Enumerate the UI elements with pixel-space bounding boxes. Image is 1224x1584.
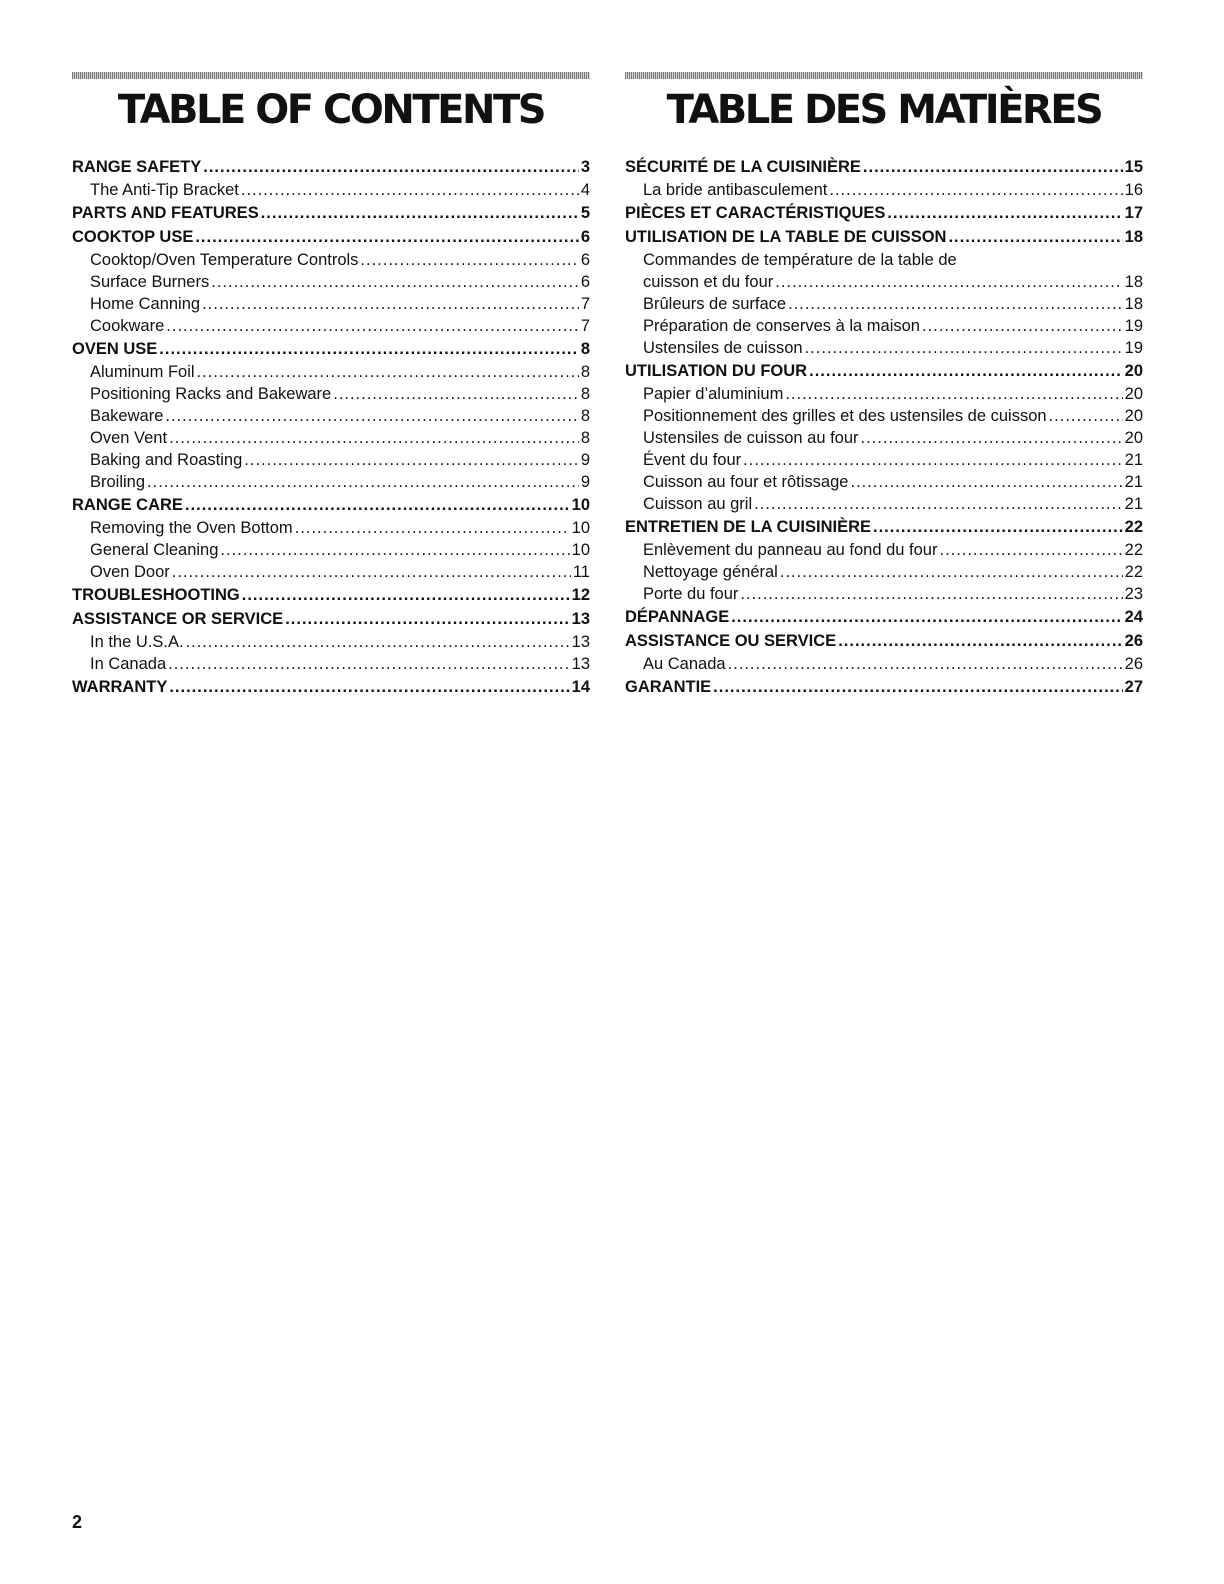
toc-entry-page-number: 6 [580,251,590,269]
toc-entry-page-number: 14 [571,678,590,696]
dot-leader [203,155,579,179]
toc-subsection-entry[interactable] [72,561,590,583]
dot-leader [241,179,579,201]
toc-subsection-entry[interactable] [72,653,590,675]
toc-entry-label: PIÈCES ET CARACTÉRISTIQUES [625,204,886,222]
toc-entry-page-number: 4 [580,181,590,199]
toc-entry-label: TROUBLESHOOTING [72,586,240,604]
dot-leader [169,675,569,699]
toc-subsection-entry[interactable] [72,179,590,201]
dot-leader [1049,405,1123,427]
toc-entry-page-number: 18 [1124,273,1143,291]
toc-entry-page-number: 8 [580,363,590,381]
toc-entry-label: ASSISTANCE OR SERVICE [72,610,284,628]
toc-section-entry[interactable] [72,225,590,249]
toc-entry-page-number: 8 [580,429,590,447]
english-toc-column [72,72,590,699]
dot-leader [743,449,1122,471]
toc-entry-page-number: 9 [580,473,590,491]
toc-entry-label: In the U.S.A. [90,633,184,651]
toc-entry-label: Bakeware [90,407,164,425]
toc-subsection-entry[interactable] [72,315,590,337]
dot-leader [780,561,1123,583]
toc-entry-page-number: 20 [1124,362,1143,380]
dot-leader [211,271,579,293]
toc-entry-label: WARRANTY [72,678,168,696]
dot-leader [185,493,570,517]
dot-leader [242,583,570,607]
toc-section-entry[interactable] [625,675,1143,699]
toc-entry-page-number: 22 [1124,541,1143,559]
dot-leader [754,493,1123,515]
toc-entry-label: Enlèvement du panneau au fond du four [643,541,938,559]
dot-leader [805,337,1123,359]
dot-leader [186,631,570,653]
toc-entry-label: Porte du four [643,585,739,603]
toc-entry-label: Au Canada [643,655,726,673]
french-toc-list [625,155,1143,699]
toc-subsection-entry[interactable] [625,493,1143,515]
toc-entry-label: Ustensiles de cuisson au four [643,429,859,447]
toc-entry-page-number: 20 [1124,385,1143,403]
dot-leader [172,561,571,583]
toc-section-entry[interactable] [625,515,1143,539]
toc-entry-page-number: 27 [1124,678,1143,696]
dot-leader [333,383,579,405]
toc-entry-label: Oven Door [90,563,170,581]
toc-entry-page-number: 24 [1124,608,1143,626]
dot-leader [887,201,1122,225]
toc-entry-page-number: 22 [1124,563,1143,581]
toc-entry-page-number: 20 [1124,429,1143,447]
toc-entry-label: Removing the Oven Bottom [90,519,293,537]
toc-entry-label: Cookware [90,317,165,335]
toc-section-entry[interactable] [72,675,590,699]
toc-entry-label: Cuisson au four et rôtissage [643,473,849,491]
toc-subsection-entry[interactable] [72,293,590,315]
toc-entry-label: The Anti-Tip Bracket [90,181,239,199]
toc-entry-label: Ustensiles de cuisson [643,339,803,357]
toc-subsection-entry[interactable] [625,471,1143,493]
toc-entry-page-number: 6 [580,228,590,246]
toc-entry-page-number: 10 [571,541,590,559]
toc-entry-page-number: 21 [1124,495,1143,513]
dot-leader [731,605,1122,629]
french-toc-column [625,72,1143,699]
toc-entry-label: Cuisson au gril [643,495,753,513]
toc-subsection-entry[interactable] [625,179,1143,201]
toc-entry-label: DÉPANNAGE [625,608,730,626]
toc-entry-label: SÉCURITÉ DE LA CUISINIÈRE [625,158,861,176]
dot-leader [829,179,1122,201]
dot-leader [261,201,579,225]
dot-leader [838,629,1122,653]
toc-entry-label: Nettoyage général [643,563,778,581]
dot-leader [873,515,1123,539]
toc-entry-page-number: 8 [580,407,590,425]
toc-entry-page-number: 19 [1124,317,1143,335]
toc-entry-page-number: 15 [1124,158,1143,176]
dot-leader [713,675,1122,699]
toc-section-entry[interactable] [625,629,1143,653]
toc-subsection-entry[interactable] [625,561,1143,583]
toc-entry-label: ENTRETIEN DE LA CUISINIÈRE [625,518,871,536]
toc-entry-label: Home Canning [90,295,201,313]
toc-entry-page-number: 23 [1124,585,1143,603]
dot-leader [861,427,1123,449]
toc-subsection-entry[interactable] [625,271,1143,293]
toc-subsection-entry[interactable] [625,427,1143,449]
toc-entry-page-number: 13 [571,610,590,628]
toc-section-entry[interactable] [72,155,590,179]
toc-subsection-entry[interactable] [72,383,590,405]
toc-section-entry[interactable] [72,493,590,517]
dot-leader [788,293,1123,315]
toc-entry-page-number: 8 [580,385,590,403]
toc-entry-label: Positionnement des grilles et des ustensiles de cuisson [643,407,1047,425]
toc-entry-label: OVEN USE [72,340,158,358]
toc-subsection-entry[interactable] [72,449,590,471]
toc-entry-label: Positioning Racks and Bakeware [90,385,332,403]
header-rule [72,72,590,79]
dot-leader [147,471,579,493]
toc-entry-page-number: 18 [1124,228,1143,246]
toc-subsection-entry[interactable] [625,383,1143,405]
dot-leader [740,583,1122,605]
toc-entry-label: Surface Burners [90,273,210,291]
toc-entry-page-number: 9 [580,451,590,469]
toc-entry-page-number: 8 [580,340,590,358]
toc-section-entry[interactable] [72,337,590,361]
dot-leader [165,405,578,427]
toc-subsection-entry[interactable] [625,449,1143,471]
toc-section-entry[interactable] [625,225,1143,249]
toc-subsection-entry[interactable] [72,471,590,493]
toc-entry-page-number: 26 [1124,655,1143,673]
toc-entry-label: UTILISATION DE LA TABLE DE CUISSON [625,228,947,246]
dot-leader [195,225,578,249]
toc-section-entry[interactable] [625,155,1143,179]
toc-section-entry[interactable] [72,607,590,631]
toc-section-entry[interactable] [72,583,590,607]
toc-entry-page-number: 11 [572,563,590,581]
dot-leader [295,517,570,539]
toc-entry-page-number: 10 [571,519,590,537]
dot-leader [202,293,579,315]
toc-section-entry[interactable] [625,359,1143,383]
toc-entry-page-number: 18 [1124,295,1143,313]
english-toc-list [72,155,590,699]
toc-entry-page-number: 3 [580,158,590,176]
dot-leader [166,315,579,337]
toc-subsection-entry[interactable] [72,539,590,561]
toc-entry-label: Cooktop/Oven Temperature Controls [90,251,359,269]
toc-entry-label: La bride antibasculement [643,181,828,199]
toc-section-entry[interactable] [625,201,1143,225]
toc-entry-page-number: 7 [580,295,590,313]
toc-entry-label: Broiling [90,473,146,491]
dot-leader [728,653,1123,675]
toc-entry-page-number: 12 [571,586,590,604]
toc-entry-page-number: 13 [571,655,590,673]
dot-leader [220,539,569,561]
toc-entry-label: GARANTIE [625,678,712,696]
toc-entry-label: Baking and Roasting [90,451,243,469]
dot-leader [285,607,569,631]
dot-leader [360,249,578,271]
toc-entry-page-number: 21 [1124,473,1143,491]
toc-entry-label: Brûleurs de surface [643,295,787,313]
toc-subsection-entry[interactable] [72,249,590,271]
dot-leader [785,383,1122,405]
toc-section-entry[interactable] [625,605,1143,629]
toc-entry-page-number: 16 [1124,181,1143,199]
toc-subsection-entry[interactable] [72,405,590,427]
toc-entry-label: RANGE CARE [72,496,183,514]
toc-entry-page-number: 6 [580,273,590,291]
toc-entry-label: Préparation de conserves à la maison [643,317,920,335]
toc-entry-label: UTILISATION DU FOUR [625,362,808,380]
toc-subsection-entry[interactable] [625,315,1143,337]
toc-subsection-entry[interactable] [625,293,1143,315]
toc-subsection-entry[interactable] [625,337,1143,359]
dot-leader [169,427,579,449]
toc-entry-label: Oven Vent [90,429,168,447]
toc-entry-label: In Canada [90,655,167,673]
dot-leader [948,225,1122,249]
toc-subsection-entry[interactable] [72,271,590,293]
toc-entry-label: ASSISTANCE OU SERVICE [625,632,837,650]
page-number: 2 [72,1512,83,1532]
toc-subsection-entry[interactable] [625,653,1143,675]
toc-entry-page-number: 5 [580,204,590,222]
header-rule [625,72,1143,79]
toc-entry-page-number: 7 [580,317,590,335]
dot-leader [939,539,1122,561]
dot-leader [922,315,1123,337]
toc-subsection-entry[interactable] [72,631,590,653]
dot-leader [775,271,1122,293]
dot-leader [809,359,1123,383]
toc-entry-page-number: 22 [1124,518,1143,536]
english-toc-title: TABLE OF CONTENTS [117,87,545,133]
dot-leader [850,471,1122,493]
toc-entry-page-number: 26 [1124,632,1143,650]
toc-entry-label: PARTS AND FEATURES [72,204,259,222]
toc-entry-label: General Cleaning [90,541,219,559]
toc-entry-page-number: 10 [571,496,590,514]
dot-leader [863,155,1123,179]
toc-entry-label: RANGE SAFETY [72,158,202,176]
toc-subsection-entry[interactable] [72,517,590,539]
toc-subsection-entry[interactable] [72,361,590,383]
toc-subsection-entry[interactable] [625,405,1143,427]
toc-entry-label: cuisson et du four [643,273,774,291]
toc-subsection-entry[interactable] [625,539,1143,561]
toc-entry-label: Évent du four [643,451,742,469]
french-toc-title: TABLE DES MATIÈRES [666,87,1102,133]
toc-section-entry[interactable] [72,201,590,225]
dot-leader [244,449,579,471]
toc-entry-page-number: 17 [1124,204,1143,222]
toc-entry-label-line: Commandes de température de la table de [643,251,957,269]
toc-entry-page-number: 20 [1124,407,1143,425]
toc-entry-label: COOKTOP USE [72,228,194,246]
dot-leader [168,653,569,675]
toc-subsection-entry[interactable] [72,427,590,449]
toc-entry-label: Aluminum Foil [90,363,195,381]
toc-entry-label: Papier d’aluminium [643,385,784,403]
dot-leader [159,337,579,361]
toc-entry-page-number: 13 [571,633,590,651]
dot-leader [197,361,579,383]
toc-entry-page-number: 19 [1124,339,1143,357]
toc-entry-page-number: 21 [1124,451,1143,469]
toc-subsection-entry[interactable] [625,583,1143,605]
